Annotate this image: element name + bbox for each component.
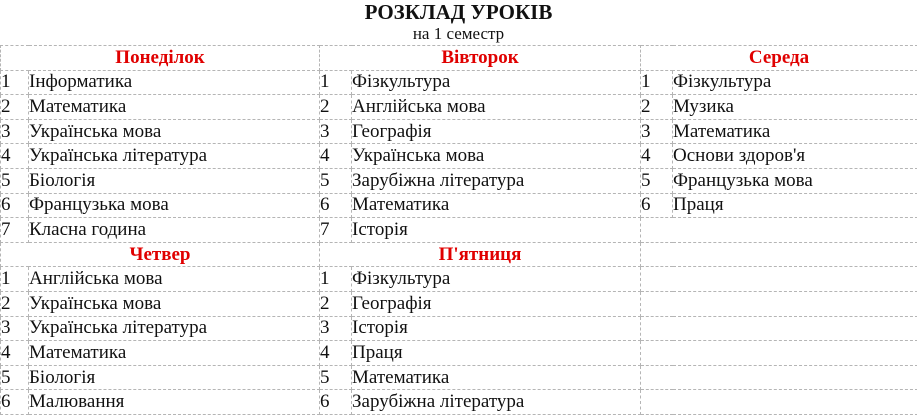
lesson-row (1, 95, 917, 120)
lesson-number: 1 (320, 70, 352, 95)
lesson-subject: Географія (352, 119, 641, 144)
lesson-number: 5 (320, 365, 352, 390)
lesson-subject: Французька мова (29, 193, 320, 218)
lesson-number: 6 (641, 193, 673, 218)
lesson-number: 1 (641, 70, 673, 95)
lesson-subject: Українська мова (29, 291, 320, 316)
lesson-row (1, 144, 917, 169)
lesson-row (1, 316, 917, 341)
day-heading: Четвер (1, 242, 320, 267)
lesson-number: 2 (1, 291, 29, 316)
lesson-subject: Математика (352, 193, 641, 218)
lesson-row (1, 390, 917, 415)
empty-cell (641, 242, 917, 267)
empty-cell (641, 365, 917, 390)
lesson-subject: Фізкультура (673, 70, 917, 95)
lesson-number: 4 (1, 144, 29, 169)
lesson-number: 6 (1, 390, 29, 415)
page-subtitle: на 1 семестр (0, 24, 917, 44)
lesson-subject: Зарубіжна література (352, 168, 641, 193)
lesson-subject: Інформатика (29, 70, 320, 95)
lesson-number: 6 (320, 193, 352, 218)
lesson-number: 6 (320, 390, 352, 415)
empty-cell (641, 291, 917, 316)
lesson-subject: Історія (352, 316, 641, 341)
lesson-subject: Математика (29, 341, 320, 366)
lesson-number: 4 (320, 144, 352, 169)
lesson-number: 3 (320, 316, 352, 341)
day-heading: Понеділок (1, 46, 320, 71)
lesson-number: 5 (1, 365, 29, 390)
empty-cell (641, 341, 917, 366)
day-heading-row (1, 242, 917, 267)
lesson-number: 4 (641, 144, 673, 169)
lesson-number: 5 (320, 168, 352, 193)
day-heading: П'ятниця (320, 242, 641, 267)
lesson-subject: Математика (352, 365, 641, 390)
lesson-number: 4 (1, 341, 29, 366)
page-title: РОЗКЛАД УРОКІВ (0, 0, 917, 24)
empty-cell (641, 218, 917, 243)
lesson-number: 3 (1, 316, 29, 341)
lesson-subject: Історія (352, 218, 641, 243)
lesson-row (1, 218, 917, 243)
lesson-subject: Англійська мова (352, 95, 641, 120)
lesson-row (1, 193, 917, 218)
lesson-subject: Фізкультура (352, 267, 641, 292)
lesson-number: 2 (320, 291, 352, 316)
lesson-number: 1 (1, 267, 29, 292)
empty-cell (641, 390, 917, 415)
lesson-row (1, 341, 917, 366)
lesson-number: 3 (1, 119, 29, 144)
lesson-subject: Українська мова (29, 119, 320, 144)
lesson-row (1, 267, 917, 292)
lesson-number: 1 (1, 70, 29, 95)
lesson-subject: Музика (673, 95, 917, 120)
lesson-number: 2 (1, 95, 29, 120)
lesson-number: 3 (320, 119, 352, 144)
schedule-table (0, 45, 917, 415)
day-heading: Середа (641, 46, 917, 71)
lesson-subject: Українська мова (352, 144, 641, 169)
lesson-subject: Основи здоров'я (673, 144, 917, 169)
lesson-subject: Класна година (29, 218, 320, 243)
lesson-number: 7 (1, 218, 29, 243)
lesson-subject: Географія (352, 291, 641, 316)
lesson-row (1, 70, 917, 95)
lesson-number: 2 (641, 95, 673, 120)
lesson-number: 3 (641, 119, 673, 144)
lesson-subject: Зарубіжна література (352, 390, 641, 415)
day-heading-row (1, 46, 917, 71)
lesson-row (1, 168, 917, 193)
lesson-subject: Французька мова (673, 168, 917, 193)
lesson-number: 5 (641, 168, 673, 193)
lesson-subject: Українська література (29, 316, 320, 341)
lesson-subject: Біологія (29, 168, 320, 193)
lesson-subject: Малювання (29, 390, 320, 415)
lesson-subject: Праця (673, 193, 917, 218)
schedule-body (1, 46, 917, 415)
lesson-subject: Біологія (29, 365, 320, 390)
lesson-number: 7 (320, 218, 352, 243)
day-heading: Вівторок (320, 46, 641, 71)
lesson-number: 2 (320, 95, 352, 120)
lesson-row (1, 291, 917, 316)
lesson-row (1, 119, 917, 144)
lesson-row (1, 365, 917, 390)
empty-cell (641, 316, 917, 341)
lesson-subject: Праця (352, 341, 641, 366)
empty-cell (641, 267, 917, 292)
lesson-subject: Математика (29, 95, 320, 120)
lesson-number: 1 (320, 267, 352, 292)
lesson-number: 6 (1, 193, 29, 218)
lesson-subject: Українська література (29, 144, 320, 169)
lesson-number: 5 (1, 168, 29, 193)
lesson-subject: Математика (673, 119, 917, 144)
lesson-number: 4 (320, 341, 352, 366)
lesson-subject: Фізкультура (352, 70, 641, 95)
lesson-subject: Англійська мова (29, 267, 320, 292)
